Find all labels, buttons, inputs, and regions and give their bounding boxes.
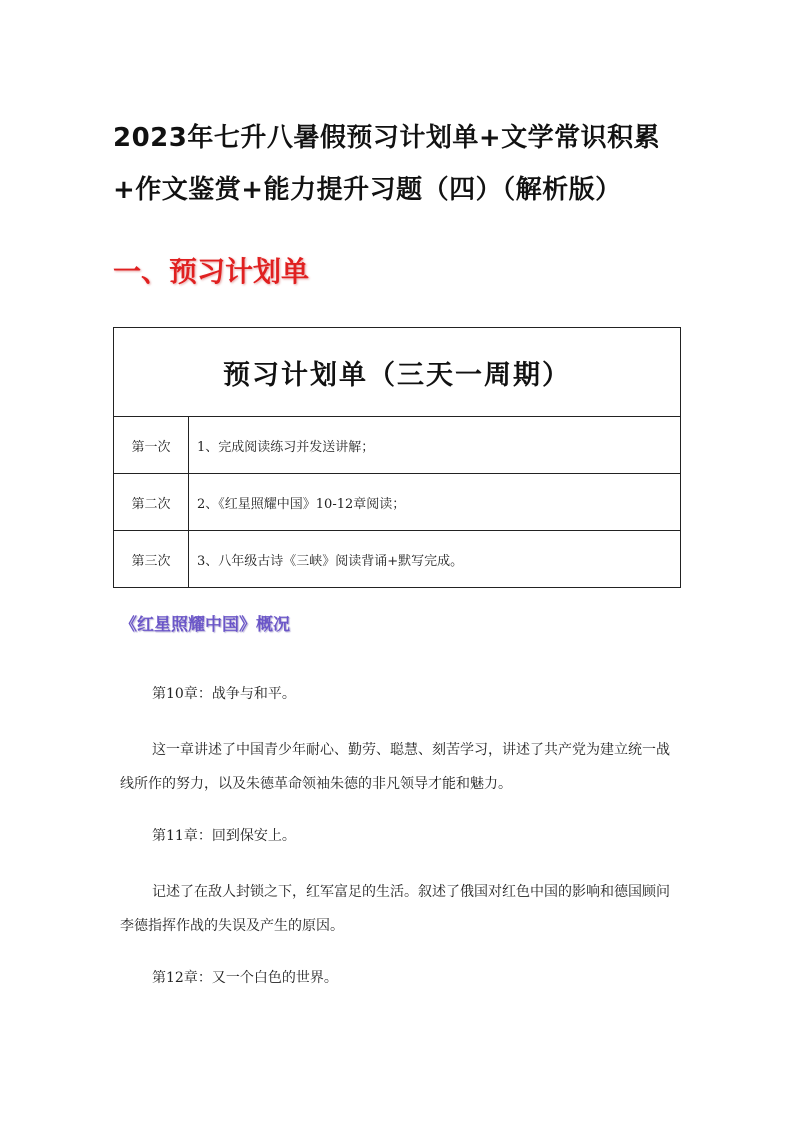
chapter-11-summary: 记述了在敌人封锁之下，红军富足的生活。叙述了俄国对红色中国的影响和德国顾问李德指挥作战的失误及产生的原因。: [120, 884, 670, 934]
chapter-12-title: 第12章：又一个白色的世界。: [152, 970, 338, 986]
table-row: [114, 474, 681, 531]
section-heading-plan: 一、预习计划单: [113, 255, 310, 288]
chapter-10-title: 第10章：战争与和平。: [152, 686, 296, 702]
row-label: 第三次: [114, 531, 189, 588]
row-label: 第二次: [114, 474, 189, 531]
row-label: 第一次: [114, 417, 189, 474]
row-content: 2、《红星照耀中国》10-12章阅读；: [189, 474, 681, 531]
plan-table-title: 预习计划单（三天一周期）: [114, 328, 681, 417]
document-title: 2023年七升八暑假预习计划单+文学常识积累+作文鉴赏+能力提升习题（四）（解析版）: [113, 123, 661, 205]
table-row: [114, 417, 681, 474]
row-content: 1、完成阅读练习并发送讲解；: [189, 417, 681, 474]
plan-table: [113, 327, 681, 588]
overview-heading: 《红星照耀中国》概况: [120, 615, 290, 635]
chapter-10-summary: 这一章讲述了中国青少年耐心、勤劳、聪慧、刻苦学习，讲述了共产党为建立统一战线所作的努力，以及朱德革命领袖朱德的非凡领导才能和魅力。: [120, 742, 670, 792]
row-content: 3、八年级古诗《三峡》阅读背诵+默写完成。: [189, 531, 681, 588]
table-row: [114, 531, 681, 588]
chapter-11-title: 第11章：回到保安上。: [152, 828, 296, 844]
